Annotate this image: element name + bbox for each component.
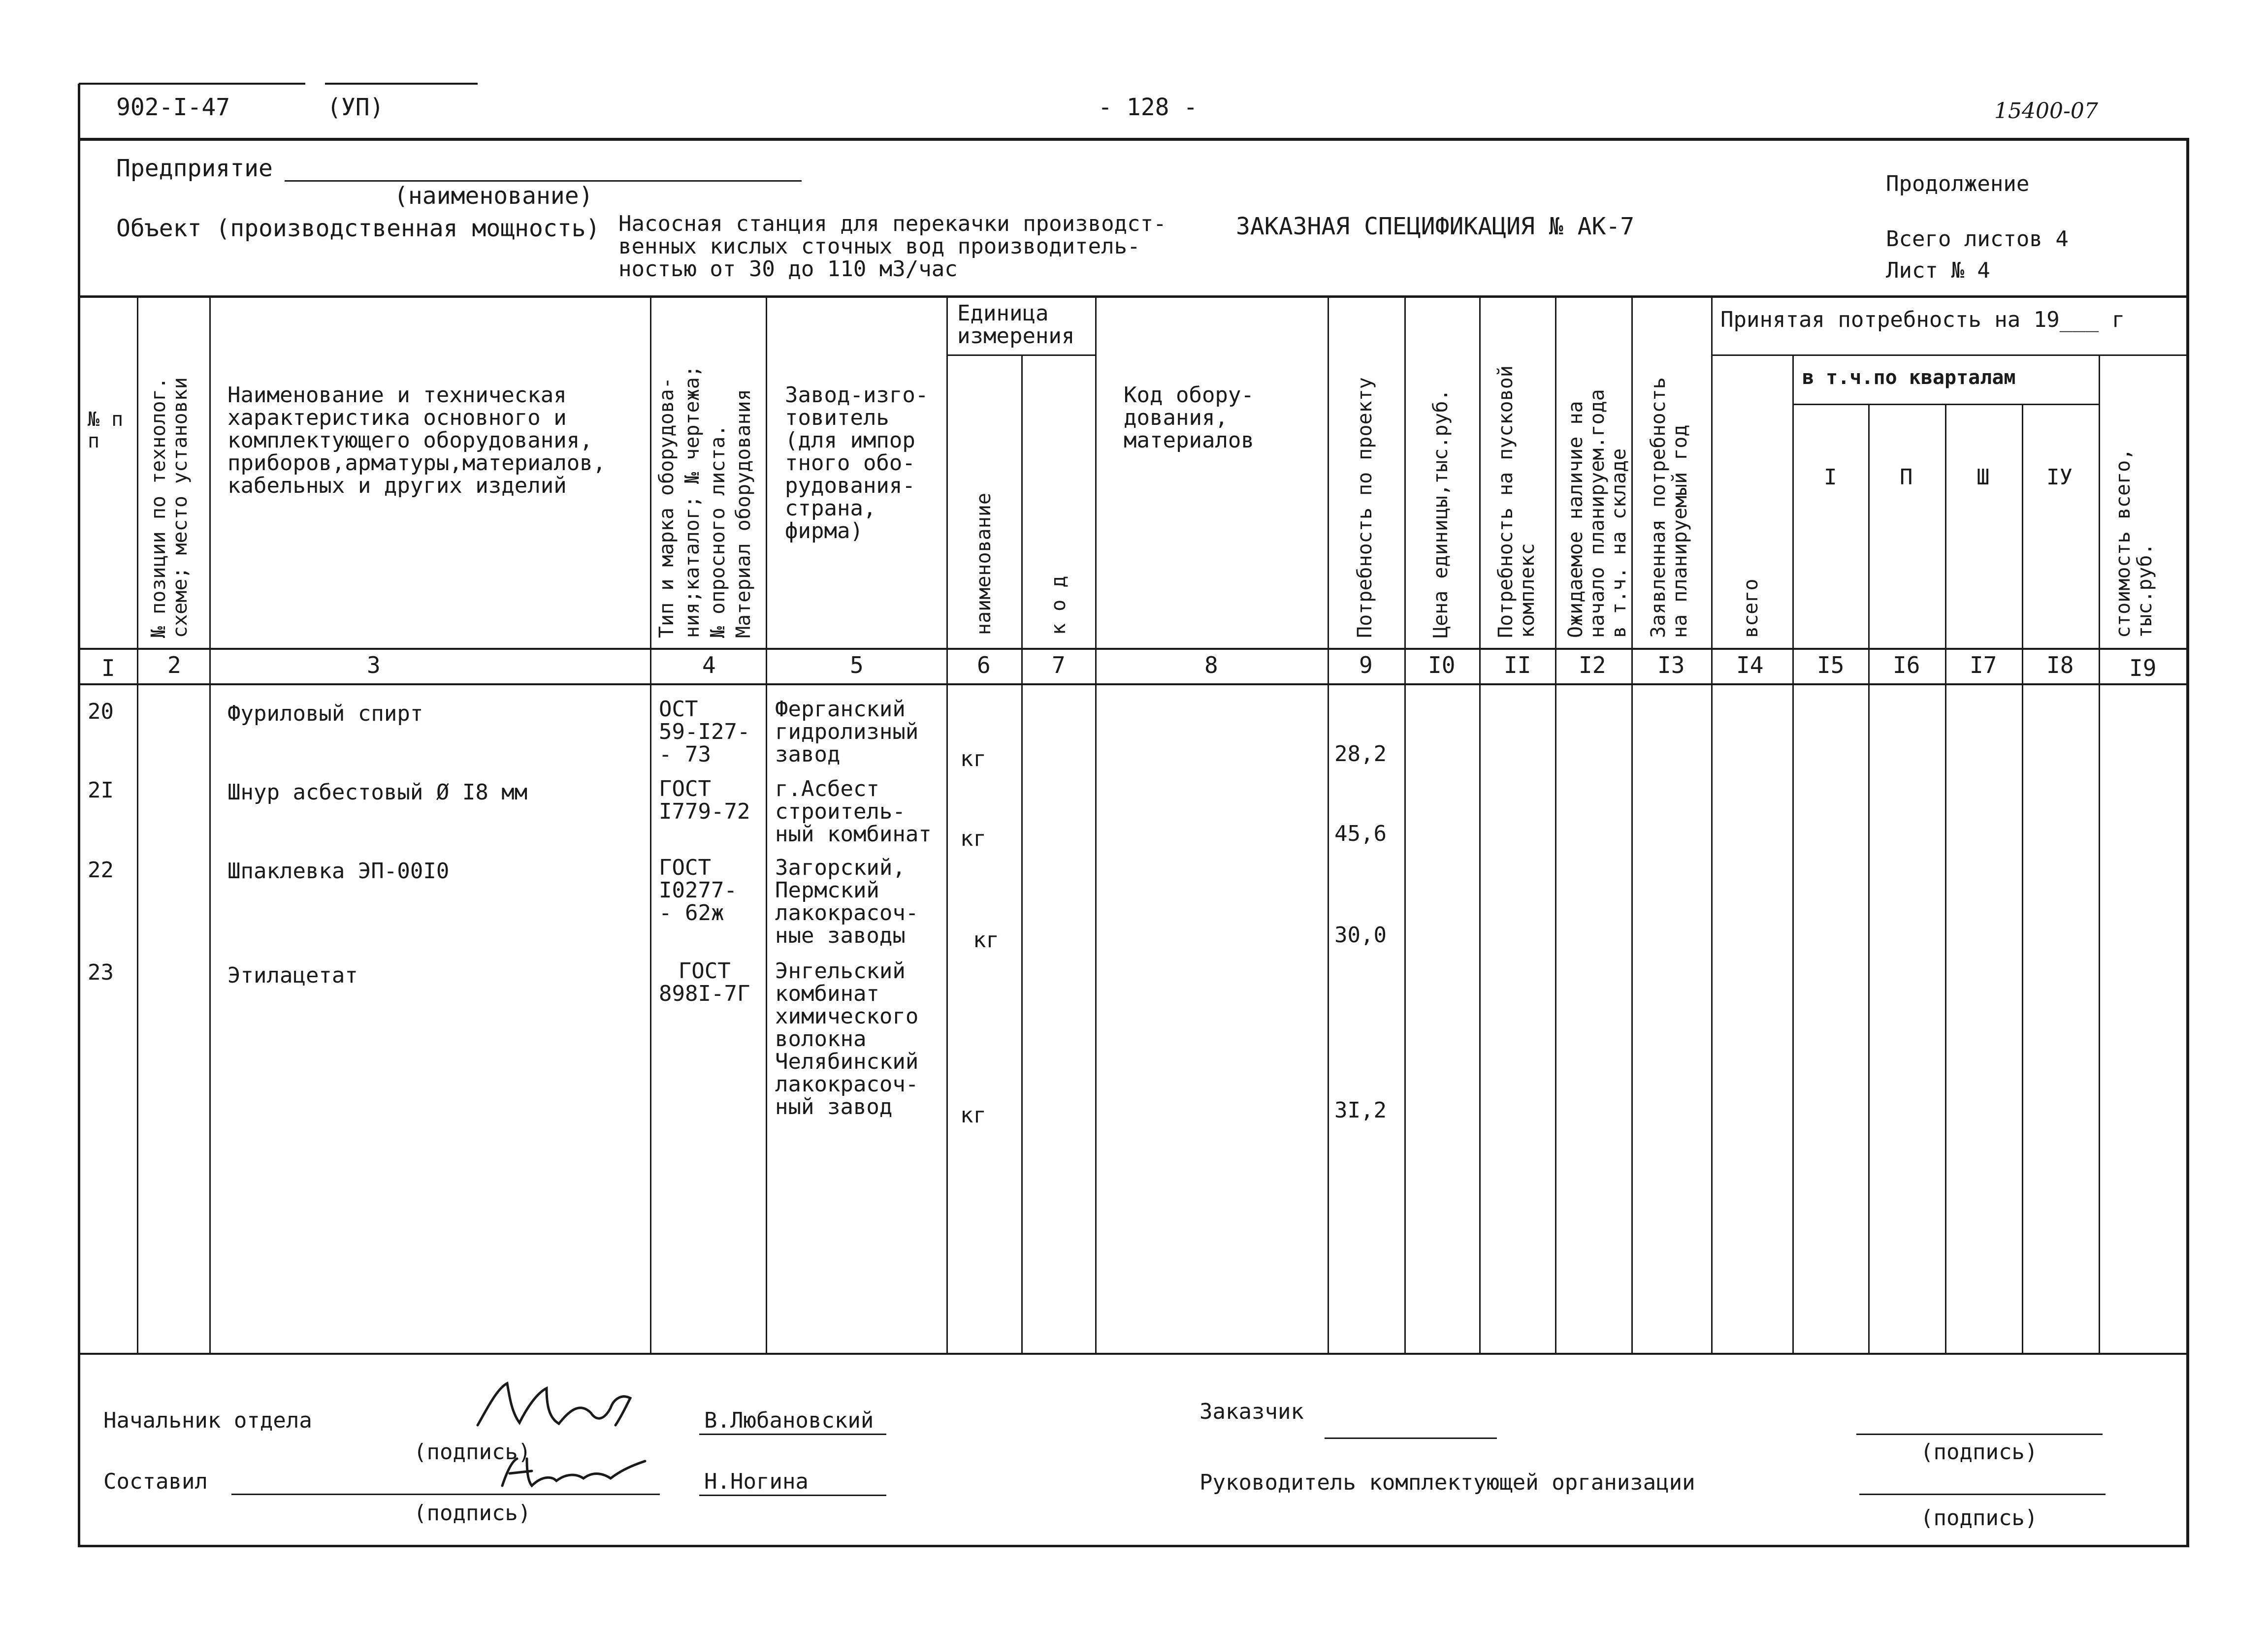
object-text-line: Насосная станция для перекачки производст- (618, 211, 1166, 236)
col-header-5 (785, 384, 928, 543)
row-name: Шнур асбестовый Ø I8 мм (227, 780, 528, 805)
col-header-19 (2112, 448, 2156, 638)
col-header-5-line: товитель (785, 405, 889, 430)
row-maker (775, 960, 918, 1118)
row-type (659, 857, 737, 925)
col-header-19-line: стоимость всего, (2112, 448, 2135, 638)
object-text-line: венных кислых сточных вод производитель- (618, 234, 1140, 259)
col-header-14: всего (1740, 578, 1762, 638)
enterprise-caption: (наименование) (394, 182, 593, 210)
col-header-11 (1495, 365, 1538, 638)
row-maker-line: Пермский (775, 878, 879, 903)
enterprise-blank (285, 180, 802, 182)
row-maker-line: Энгельский (775, 958, 906, 984)
column-number: 9 (1359, 652, 1373, 678)
sheet-number: Лист № 4 (1886, 258, 1990, 283)
col-header-5-line: рудования- (785, 473, 915, 498)
column-number: I4 (1736, 652, 1764, 678)
col-header-4 (654, 365, 756, 638)
row-number: 23 (88, 960, 114, 985)
col-header-9: Потребность по проекту (1354, 377, 1376, 638)
col-header-2-line: схеме; место установки (169, 377, 192, 638)
compiled-name-rule (699, 1495, 886, 1496)
row-maker-line: Челябинский (775, 1049, 919, 1074)
compiled-signature-caption: (подпись) (414, 1500, 531, 1526)
row-name: Шпаклевка ЭП-00I0 (227, 859, 450, 884)
col-header-8-line: дования, (1124, 405, 1228, 430)
quarter-3: Ш (1976, 465, 1990, 490)
column-number: I3 (1657, 652, 1685, 678)
org-label: Руководитель комплектующей организации (1199, 1470, 1695, 1495)
col-header-6: наименование (972, 493, 995, 635)
row-quantity: 30,0 (1334, 923, 1387, 948)
row-unit: кг (960, 1103, 986, 1128)
row-type-line: 898I-7Г (659, 981, 750, 1006)
frame-top (78, 138, 2189, 141)
row-maker-line: строитель- (775, 799, 906, 824)
col-header-7: к о д (1047, 575, 1070, 635)
col-header-5-line: страна, (785, 496, 876, 521)
frame-bottom (78, 1545, 2189, 1547)
head-name: В.Любановский (704, 1408, 874, 1433)
col-header-13 (1648, 377, 1691, 638)
spec-title: ЗАКАЗНАЯ СПЕЦИФИКАЦИЯ № АК-7 (1236, 213, 1635, 240)
customer-sign-rule (1856, 1434, 2103, 1435)
head-signature (473, 1378, 650, 1433)
row-maker (775, 778, 932, 846)
row-type-line: ОСТ (659, 697, 698, 722)
unit-group-rule (946, 354, 1096, 356)
table-bottom-rule (78, 1353, 2189, 1355)
column-number: 4 (702, 652, 716, 678)
top-rule-right (325, 83, 478, 85)
col-line (1555, 295, 1556, 1354)
col-header-2 (148, 377, 191, 638)
page-number: - 128 - (1098, 94, 1198, 121)
col-header-4-line: Материал оборудования (732, 389, 755, 638)
row-type-line: 59-I27- (659, 719, 750, 744)
row-type-line: ГОСТ (678, 958, 731, 984)
row-number: 20 (88, 699, 114, 724)
org-sign-rule (1859, 1494, 2106, 1495)
object-text (618, 213, 1166, 281)
row-type-line: ГОСТ (659, 776, 711, 801)
row-maker-line: г.Асбест (775, 776, 879, 801)
row-quantity: 3I,2 (1334, 1098, 1387, 1123)
unit-group-header (957, 302, 1074, 348)
col-header-12-line: в т.ч. на складе (1608, 448, 1630, 638)
col-header-8 (1124, 384, 1254, 452)
row-quantity: 45,6 (1334, 821, 1387, 846)
col-header-13-line: на планируемый год (1669, 424, 1691, 638)
accepted-rule (1711, 354, 2189, 356)
quarters-rule (1792, 404, 2100, 405)
col-header-3-line: Наименование и техническая (227, 383, 567, 408)
row-name: Фуриловый спирт (227, 701, 423, 726)
col-line (2022, 404, 2023, 1354)
row-maker-line: волокна (775, 1026, 867, 1052)
row-maker-line: гидролизный (775, 719, 919, 744)
col-header-12-line: начало планируем.года (1586, 389, 1609, 638)
col-header-8-line: Код обору- (1124, 383, 1254, 408)
column-number: II (1504, 652, 1531, 678)
col-header-2-line: № позиции по технолог. (147, 377, 170, 638)
row-quantity: 28,2 (1334, 741, 1387, 766)
row-maker-line: ные заводы (775, 923, 906, 948)
row-maker-line: Загорский, (775, 855, 906, 880)
col-line (1095, 295, 1097, 1354)
col-header-13-line: Заявленная потребность (1647, 377, 1670, 638)
column-number: 8 (1204, 652, 1218, 678)
col-header-10: Цена единицы,тыс.руб. (1429, 389, 1452, 638)
row-type-line: I0277- (659, 878, 737, 903)
col-header-8-line: материалов (1124, 428, 1254, 453)
frame-left (78, 84, 80, 1547)
numbers-rule-bottom (78, 683, 2189, 685)
row-unit: кг (973, 927, 999, 953)
column-number: I9 (2129, 655, 2157, 681)
doc-code: 902-I-47 (116, 94, 230, 121)
row-unit: кг (960, 746, 986, 771)
row-maker-line: ный комбинат (775, 822, 932, 847)
col-line (1792, 354, 1794, 1354)
row-maker-line: завод (775, 742, 841, 767)
col-header-5-line: (для импор (785, 428, 915, 453)
col-header-3 (227, 384, 606, 497)
col-line (650, 295, 651, 1354)
head-signature-caption: (подпись) (414, 1439, 531, 1465)
quarter-4: IУ (2046, 465, 2073, 490)
col-line (1021, 354, 1023, 1354)
customer-rule (1325, 1437, 1497, 1439)
row-maker-line: лакокрасоч- (775, 1072, 919, 1097)
head-name-rule (699, 1434, 886, 1435)
col-header-3-line: кабельных и других изделий (227, 473, 567, 498)
column-number: I8 (2046, 652, 2074, 678)
row-maker-line: ный завод (775, 1094, 893, 1119)
column-number: I (101, 655, 115, 681)
column-number: 5 (850, 652, 864, 678)
col-header-11-line: Потребность на пусковой (1494, 365, 1517, 638)
row-type (659, 778, 750, 823)
column-number: 6 (977, 652, 991, 678)
col-line (2099, 354, 2100, 1354)
row-maker-line: химического (775, 1004, 919, 1029)
compiled-signature (497, 1451, 650, 1496)
col-header-5-line: фирма) (785, 518, 863, 543)
row-type (659, 698, 750, 766)
customer-signature-caption: (подпись) (1920, 1439, 2038, 1465)
compiled-label: Составил (103, 1469, 208, 1494)
col-header-5-line: тного обо- (785, 450, 915, 476)
object-label: Объект (производственная мощность) (116, 215, 600, 242)
col-header-11-line: комплекс (1516, 543, 1539, 638)
row-type-line: ГОСТ (659, 855, 711, 880)
quarter-2: П (1900, 465, 1913, 490)
column-number: I0 (1428, 652, 1456, 678)
col-header-1: № п п (88, 408, 124, 452)
col-header-3-line: приборов,арматуры,материалов, (227, 450, 606, 476)
row-maker (775, 857, 918, 947)
row-type (659, 960, 750, 1005)
col-header-4-line: Тип и марка оборудова- (655, 377, 678, 638)
col-header-19-line: тыс.руб. (2134, 543, 2156, 638)
row-maker-line: Ферганский (775, 697, 906, 722)
head-label: Начальник отдела (103, 1408, 312, 1433)
quarter-1: I (1824, 465, 1837, 490)
numbers-rule-top (78, 648, 2189, 650)
enterprise-label: Предприятие (116, 155, 273, 182)
column-number: I6 (1893, 652, 1920, 678)
row-number: 22 (88, 858, 114, 883)
col-line (766, 295, 767, 1354)
compiled-name: Н.Ногина (704, 1469, 809, 1494)
quarters-header: в т.ч.по кварталам (1802, 366, 2016, 389)
row-maker-line: лакокрасоч- (775, 900, 919, 926)
object-text-line: ностью от 30 до 110 м3/час (618, 256, 958, 282)
row-type-line: - 73 (659, 742, 711, 767)
header-bottom-rule (78, 295, 2189, 298)
row-type-line: - 62ж (659, 900, 724, 926)
unit-group-line: Единица (957, 301, 1049, 326)
col-line (209, 295, 211, 1354)
row-type-line: I779-72 (659, 799, 750, 824)
row-maker-line: комбинат (775, 981, 879, 1006)
col-line (1479, 295, 1481, 1354)
col-header-3-line: характеристика основного и (227, 405, 567, 430)
col-header-4-line: № опросного листа. (707, 424, 729, 638)
col-header-4-line: ния;каталог; № чертежа; (681, 365, 704, 638)
column-number: I2 (1579, 652, 1606, 678)
col-line (1404, 295, 1406, 1354)
total-sheets: Всего листов 4 (1886, 226, 2069, 252)
unit-group-line: измерения (957, 323, 1075, 349)
col-header-5-line: Завод-изго- (785, 383, 929, 408)
col-line (1945, 404, 1946, 1354)
column-number: I7 (1970, 652, 1997, 678)
org-signature-caption: (подпись) (1920, 1505, 2038, 1531)
col-line (1631, 295, 1633, 1354)
column-number: 2 (167, 652, 181, 678)
top-rule-left (79, 83, 305, 85)
row-unit: кг (960, 826, 986, 851)
frame-right (2186, 138, 2189, 1547)
row-number: 2I (88, 778, 114, 803)
doc-mark: (УП) (327, 94, 384, 121)
accepted-header: Принятая потребность на 19___ г (1720, 307, 2125, 332)
col-header-12 (1565, 389, 1630, 638)
customer-label: Заказчик (1199, 1399, 1304, 1424)
col-line (946, 295, 948, 1354)
col-line (1711, 295, 1713, 1354)
column-number: 7 (1052, 652, 1066, 678)
row-name: Этилацетат (227, 963, 358, 988)
continuation: Продолжение (1886, 171, 2030, 196)
col-line (137, 295, 138, 1354)
archive-number: 15400-07 (1994, 98, 2098, 124)
col-header-3-line: комплектующего оборудования, (227, 428, 593, 453)
column-number: 3 (367, 652, 381, 678)
col-line (1328, 295, 1329, 1354)
col-line (1868, 404, 1870, 1354)
col-header-12-line: Ожидаемое наличие на (1564, 401, 1587, 638)
column-number: I5 (1817, 652, 1845, 678)
row-maker (775, 698, 918, 766)
